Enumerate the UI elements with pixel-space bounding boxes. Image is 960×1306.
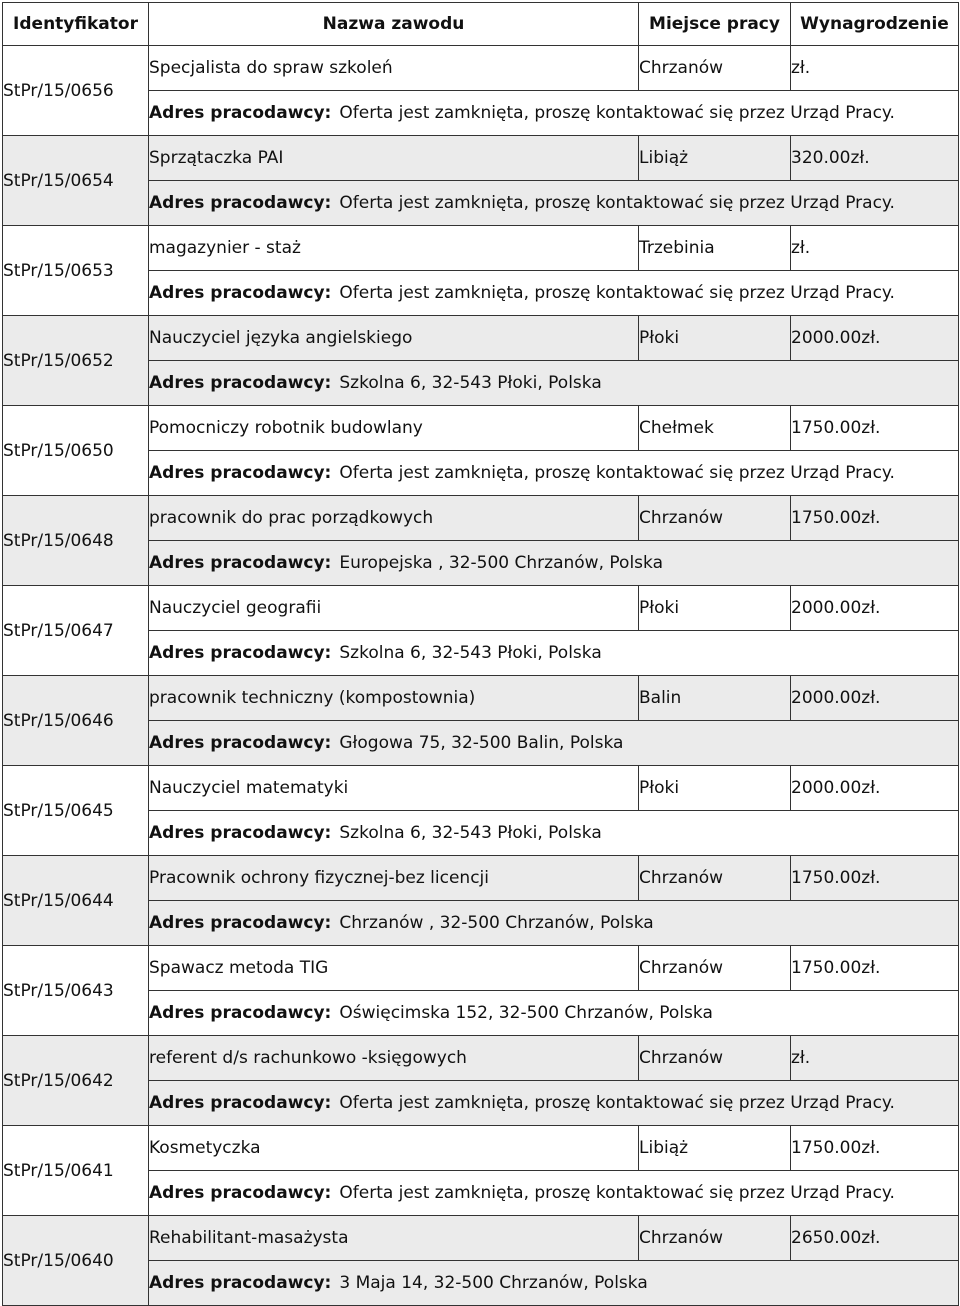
employer-address: Oferta jest zamknięta, proszę kontaktować się przez Urząd Pracy. — [339, 283, 895, 303]
table-row — [3, 856, 959, 901]
job-place: Chrzanów — [639, 1216, 791, 1261]
employer-address: 3 Maja 14, 32-500 Chrzanów, Polska — [339, 1273, 648, 1293]
offer-id: StPr/15/0646 — [3, 676, 149, 766]
table-row — [3, 316, 959, 361]
job-salary: 1750.00zł. — [791, 496, 959, 541]
job-place: Balin — [639, 676, 791, 721]
employer-address-cell — [149, 181, 959, 226]
job-name: pracownik techniczny (kompostownia) — [149, 676, 639, 721]
table-row — [3, 1036, 959, 1081]
job-name: Pracownik ochrony fizycznej-bez licencji — [149, 856, 639, 901]
employer-address: Szkolna 6, 32-543 Płoki, Polska — [339, 643, 602, 663]
job-salary: 2000.00zł. — [791, 676, 959, 721]
job-name: Spawacz metoda TIG — [149, 946, 639, 991]
offer-id: StPr/15/0644 — [3, 856, 149, 946]
table-row — [3, 586, 959, 631]
employer-address-label: Adres pracodawcy: — [149, 913, 332, 933]
job-salary: zł. — [791, 46, 959, 91]
table-row — [3, 136, 959, 181]
employer-address: Oświęcimska 152, 32-500 Chrzanów, Polska — [339, 1003, 713, 1023]
job-place: Chrzanów — [639, 496, 791, 541]
employer-address: Głogowa 75, 32-500 Balin, Polska — [339, 733, 624, 753]
job-salary: 2000.00zł. — [791, 316, 959, 361]
header-id: Identyfikator — [3, 3, 149, 46]
job-place: Płoki — [639, 586, 791, 631]
employer-address-label: Adres pracodawcy: — [149, 553, 332, 573]
employer-address-label: Adres pracodawcy: — [149, 1003, 332, 1023]
job-salary: 2000.00zł. — [791, 586, 959, 631]
employer-address: Oferta jest zamknięta, proszę kontaktować się przez Urząd Pracy. — [339, 103, 895, 123]
job-name: Nauczyciel geografii — [149, 586, 639, 631]
offer-id: StPr/15/0641 — [3, 1126, 149, 1216]
employer-address-cell — [149, 1081, 959, 1126]
job-salary: 2000.00zł. — [791, 766, 959, 811]
employer-address-cell — [149, 91, 959, 136]
job-salary: 1750.00zł. — [791, 406, 959, 451]
employer-address-cell — [149, 721, 959, 766]
offer-id: StPr/15/0650 — [3, 406, 149, 496]
employer-address-cell — [149, 451, 959, 496]
job-place: Libiąż — [639, 136, 791, 181]
offer-id: StPr/15/0642 — [3, 1036, 149, 1126]
job-place: Chrzanów — [639, 946, 791, 991]
job-place: Trzebinia — [639, 226, 791, 271]
job-name: magazynier - staż — [149, 226, 639, 271]
employer-address-cell — [149, 1171, 959, 1216]
offer-id: StPr/15/0647 — [3, 586, 149, 676]
job-name: referent d/s rachunkowo -księgowych — [149, 1036, 639, 1081]
employer-address-label: Adres pracodawcy: — [149, 373, 332, 393]
offer-id: StPr/15/0643 — [3, 946, 149, 1036]
table-row — [3, 226, 959, 271]
header-name: Nazwa zawodu — [149, 3, 639, 46]
job-place: Chrzanów — [639, 1036, 791, 1081]
header-row — [3, 3, 959, 46]
table-row — [3, 1216, 959, 1261]
offer-id: StPr/15/0656 — [3, 46, 149, 136]
table-row — [3, 46, 959, 91]
employer-address: Oferta jest zamknięta, proszę kontaktować się przez Urząd Pracy. — [339, 193, 895, 213]
job-place: Chrzanów — [639, 856, 791, 901]
job-place: Chełmek — [639, 406, 791, 451]
employer-address-label: Adres pracodawcy: — [149, 1183, 332, 1203]
table-row — [3, 676, 959, 721]
header-pay: Wynagrodzenie — [791, 3, 959, 46]
job-name: Sprzątaczka PAI — [149, 136, 639, 181]
table-row — [3, 496, 959, 541]
employer-address-cell — [149, 991, 959, 1036]
offer-id: StPr/15/0654 — [3, 136, 149, 226]
employer-address-label: Adres pracodawcy: — [149, 463, 332, 483]
job-place: Libiąż — [639, 1126, 791, 1171]
table-row — [3, 406, 959, 451]
offer-id: StPr/15/0653 — [3, 226, 149, 316]
employer-address-label: Adres pracodawcy: — [149, 1093, 332, 1113]
job-salary: 2650.00zł. — [791, 1216, 959, 1261]
employer-address-cell — [149, 1261, 959, 1306]
employer-address-label: Adres pracodawcy: — [149, 643, 332, 663]
job-name: pracownik do prac porządkowych — [149, 496, 639, 541]
employer-address-label: Adres pracodawcy: — [149, 733, 332, 753]
employer-address: Oferta jest zamknięta, proszę kontaktować się przez Urząd Pracy. — [339, 1183, 895, 1203]
job-name: Rehabilitant-masażysta — [149, 1216, 639, 1261]
header-place: Miejsce pracy — [639, 3, 791, 46]
job-name: Nauczyciel matematyki — [149, 766, 639, 811]
job-salary: zł. — [791, 226, 959, 271]
employer-address-label: Adres pracodawcy: — [149, 193, 332, 213]
job-name: Pomocniczy robotnik budowlany — [149, 406, 639, 451]
employer-address-cell — [149, 631, 959, 676]
job-name: Specjalista do spraw szkoleń — [149, 46, 639, 91]
employer-address: Chrzanów , 32-500 Chrzanów, Polska — [339, 913, 654, 933]
job-salary: 1750.00zł. — [791, 946, 959, 991]
job-salary: 320.00zł. — [791, 136, 959, 181]
employer-address-label: Adres pracodawcy: — [149, 103, 332, 123]
employer-address-cell — [149, 361, 959, 406]
employer-address-label: Adres pracodawcy: — [149, 283, 332, 303]
job-place: Płoki — [639, 316, 791, 361]
employer-address: Europejska , 32-500 Chrzanów, Polska — [339, 553, 663, 573]
job-salary: 1750.00zł. — [791, 856, 959, 901]
table-row — [3, 946, 959, 991]
job-salary: zł. — [791, 1036, 959, 1081]
job-salary: 1750.00zł. — [791, 1126, 959, 1171]
employer-address-label: Adres pracodawcy: — [149, 1273, 332, 1293]
employer-address-cell — [149, 271, 959, 316]
offer-id: StPr/15/0645 — [3, 766, 149, 856]
job-place: Płoki — [639, 766, 791, 811]
employer-address-cell — [149, 901, 959, 946]
table-row — [3, 1126, 959, 1171]
employer-address: Oferta jest zamknięta, proszę kontaktować się przez Urząd Pracy. — [339, 463, 895, 483]
employer-address-cell — [149, 541, 959, 586]
employer-address-label: Adres pracodawcy: — [149, 823, 332, 843]
job-name: Kosmetyczka — [149, 1126, 639, 1171]
offer-id: StPr/15/0652 — [3, 316, 149, 406]
offer-id: StPr/15/0648 — [3, 496, 149, 586]
employer-address: Szkolna 6, 32-543 Płoki, Polska — [339, 823, 602, 843]
employer-address-cell — [149, 811, 959, 856]
table-row — [3, 766, 959, 811]
employer-address: Oferta jest zamknięta, proszę kontaktować się przez Urząd Pracy. — [339, 1093, 895, 1113]
job-name: Nauczyciel języka angielskiego — [149, 316, 639, 361]
table-body — [3, 46, 959, 1306]
employer-address: Szkolna 6, 32-543 Płoki, Polska — [339, 373, 602, 393]
job-offers-table — [2, 2, 959, 1306]
job-place: Chrzanów — [639, 46, 791, 91]
offer-id: StPr/15/0640 — [3, 1216, 149, 1306]
